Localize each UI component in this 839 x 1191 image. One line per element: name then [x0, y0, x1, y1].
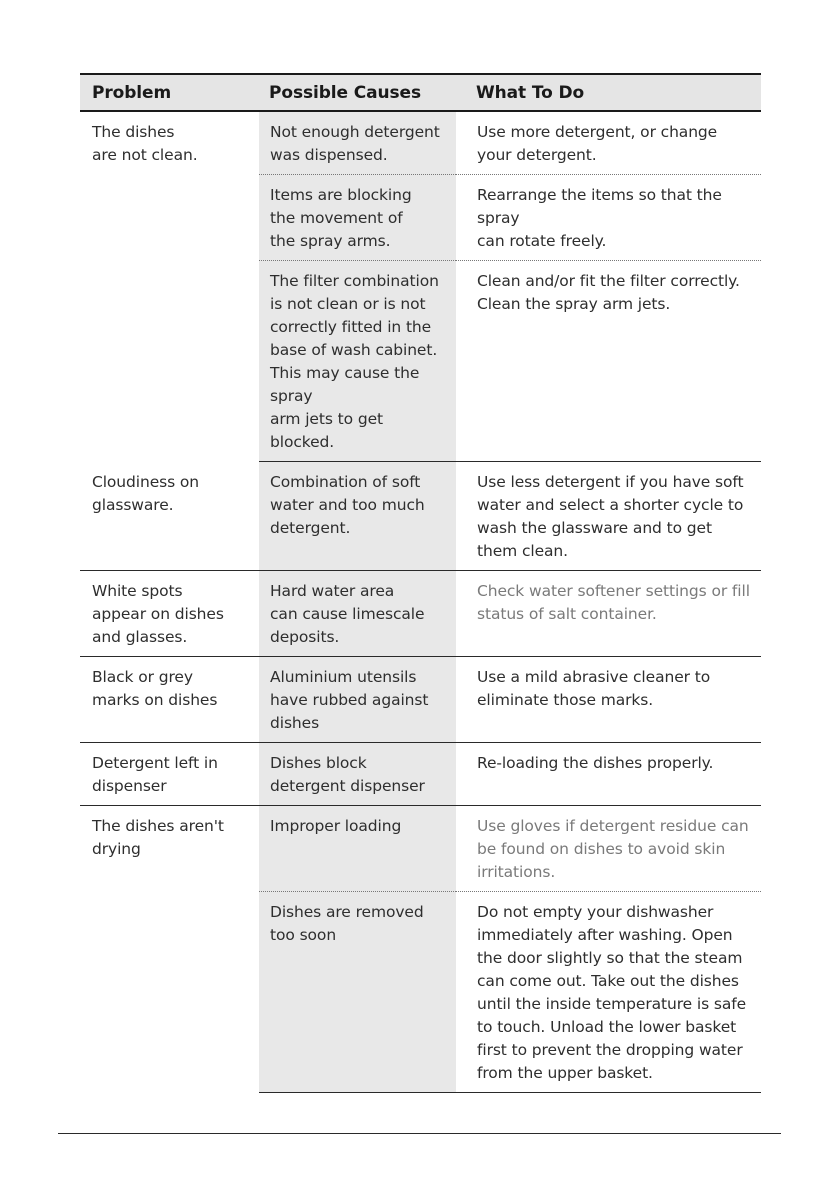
- cause-cell: [259, 175, 456, 261]
- remedy-line: Use less detergent if you have soft: [477, 473, 744, 491]
- cause-cell: [259, 261, 456, 462]
- cause-line: the spray arms.: [270, 232, 391, 250]
- problem-cell: [80, 111, 259, 462]
- problem-line: Cloudiness on: [92, 472, 200, 491]
- problem-cell: [80, 657, 259, 743]
- cause-line: too soon: [270, 926, 337, 944]
- cause-line: Aluminium utensils: [270, 668, 417, 686]
- table-row: [80, 806, 761, 892]
- cause-line: This may cause the spray: [270, 364, 420, 405]
- cause-cell: [259, 657, 456, 743]
- cause-line: have rubbed against: [270, 691, 429, 709]
- remedy-cell: [456, 806, 761, 892]
- remedy-cell: [456, 571, 761, 657]
- remedy-line: first to prevent the dropping water: [477, 1041, 743, 1059]
- problem-line: are not clean.: [92, 146, 198, 164]
- header-row: [80, 74, 761, 111]
- troubleshooting-table: [80, 73, 761, 1093]
- problem-line: Black or grey: [92, 668, 193, 686]
- remedy-line: Rearrange the items so that the spray: [477, 186, 722, 227]
- problem-line: glassware.: [92, 495, 174, 514]
- header-what-to-do: What To Do: [456, 74, 761, 111]
- table-body: [80, 111, 761, 1093]
- remedy-line: Re-loading the dishes properly.: [477, 754, 714, 772]
- cause-line: the movement of: [270, 209, 403, 227]
- cause-line: detergent.: [270, 519, 351, 537]
- cause-line: Items are blocking: [270, 186, 412, 204]
- remedy-cell: [456, 743, 761, 806]
- remedy-line: water and select a shorter cycle to: [477, 496, 744, 514]
- cause-line: Dishes are removed: [270, 903, 424, 921]
- remedy-cell: [456, 657, 761, 743]
- cause-line: Not enough detergent: [270, 123, 440, 141]
- problem-line: appear on dishes: [92, 605, 224, 623]
- cause-line: Hard water area: [270, 582, 395, 600]
- cause-cell: [259, 892, 456, 1093]
- problem-line: dispenser: [92, 777, 167, 795]
- remedy-line: be found on dishes to avoid skin: [477, 840, 726, 858]
- remedy-line: can rotate freely.: [477, 232, 607, 250]
- remedy-line: immediately after washing. Open: [477, 926, 733, 944]
- remedy-line: Clean the spray arm jets.: [477, 295, 671, 313]
- remedy-cell: [456, 175, 761, 261]
- remedy-line: Use a mild abrasive cleaner to: [477, 668, 711, 686]
- table-header: [80, 74, 761, 111]
- cause-line: base of wash cabinet.: [270, 341, 438, 359]
- cause-line: Dishes block: [270, 754, 367, 772]
- remedy-line: wash the glassware and to get: [477, 519, 712, 537]
- remedy-line: can come out. Take out the dishes: [477, 972, 739, 990]
- header-problem: Problem: [80, 74, 259, 111]
- problem-cell: [80, 462, 259, 571]
- remedy-cell: [456, 111, 761, 175]
- table-row: [80, 111, 761, 175]
- cause-line: can cause limescale: [270, 605, 425, 623]
- cause-line: arm jets to get blocked.: [270, 410, 383, 451]
- problem-line: and glasses.: [92, 628, 188, 646]
- remedy-line: your detergent.: [477, 146, 597, 164]
- remedy-cell: [456, 892, 761, 1093]
- problem-line: White spots: [92, 582, 183, 600]
- problem-cell: [80, 571, 259, 657]
- cause-line: Improper loading: [270, 817, 402, 835]
- cause-line: water and too much: [270, 496, 425, 514]
- cause-line: correctly fitted in the: [270, 318, 432, 336]
- problem-line: drying: [92, 840, 141, 858]
- cause-cell: [259, 743, 456, 806]
- cause-line: The filter combination: [270, 272, 439, 290]
- problem-cell: [80, 743, 259, 806]
- remedy-line: Check water softener settings or fill: [477, 582, 750, 600]
- header-possible-causes: Possible Causes: [259, 74, 456, 111]
- problem-line: marks on dishes: [92, 691, 218, 709]
- cause-line: is not clean or is not: [270, 295, 426, 313]
- cause-line: Combination of soft: [270, 473, 421, 491]
- problem-line: Detergent left in: [92, 754, 218, 772]
- cause-line: deposits.: [270, 628, 340, 646]
- table-row: [80, 743, 761, 806]
- remedy-line: Use more detergent, or change: [477, 123, 718, 141]
- table-row: [80, 462, 761, 571]
- remedy-cell: [456, 462, 761, 571]
- remedy-line: from the upper basket.: [477, 1064, 653, 1082]
- remedy-line: Use gloves if detergent residue can: [477, 817, 749, 835]
- cause-cell: [259, 806, 456, 892]
- problem-cell: [80, 806, 259, 1093]
- cause-line: dishes: [270, 714, 320, 732]
- remedy-line: to touch. Unload the lower basket: [477, 1018, 737, 1036]
- remedy-cell: [456, 261, 761, 462]
- remedy-line: eliminate those marks.: [477, 691, 654, 709]
- remedy-line: status of salt container.: [477, 605, 657, 623]
- table-row: [80, 571, 761, 657]
- footer-divider: [58, 1133, 781, 1134]
- cause-line: was dispensed.: [270, 146, 388, 164]
- remedy-line: them clean.: [477, 542, 568, 560]
- table-row: [80, 657, 761, 743]
- cause-line: detergent dispenser: [270, 777, 425, 795]
- remedy-line: Clean and/or fit the filter correctly.: [477, 272, 740, 290]
- cause-cell: [259, 571, 456, 657]
- cause-cell: [259, 111, 456, 175]
- problem-line: The dishes aren't: [92, 817, 224, 835]
- remedy-line: Do not empty your dishwasher: [477, 903, 714, 921]
- remedy-line: until the inside temperature is safe: [477, 995, 747, 1013]
- cause-cell: [259, 462, 456, 571]
- problem-line: The dishes: [92, 123, 175, 141]
- remedy-line: the door slightly so that the steam: [477, 949, 743, 967]
- remedy-line: irritations.: [477, 863, 556, 881]
